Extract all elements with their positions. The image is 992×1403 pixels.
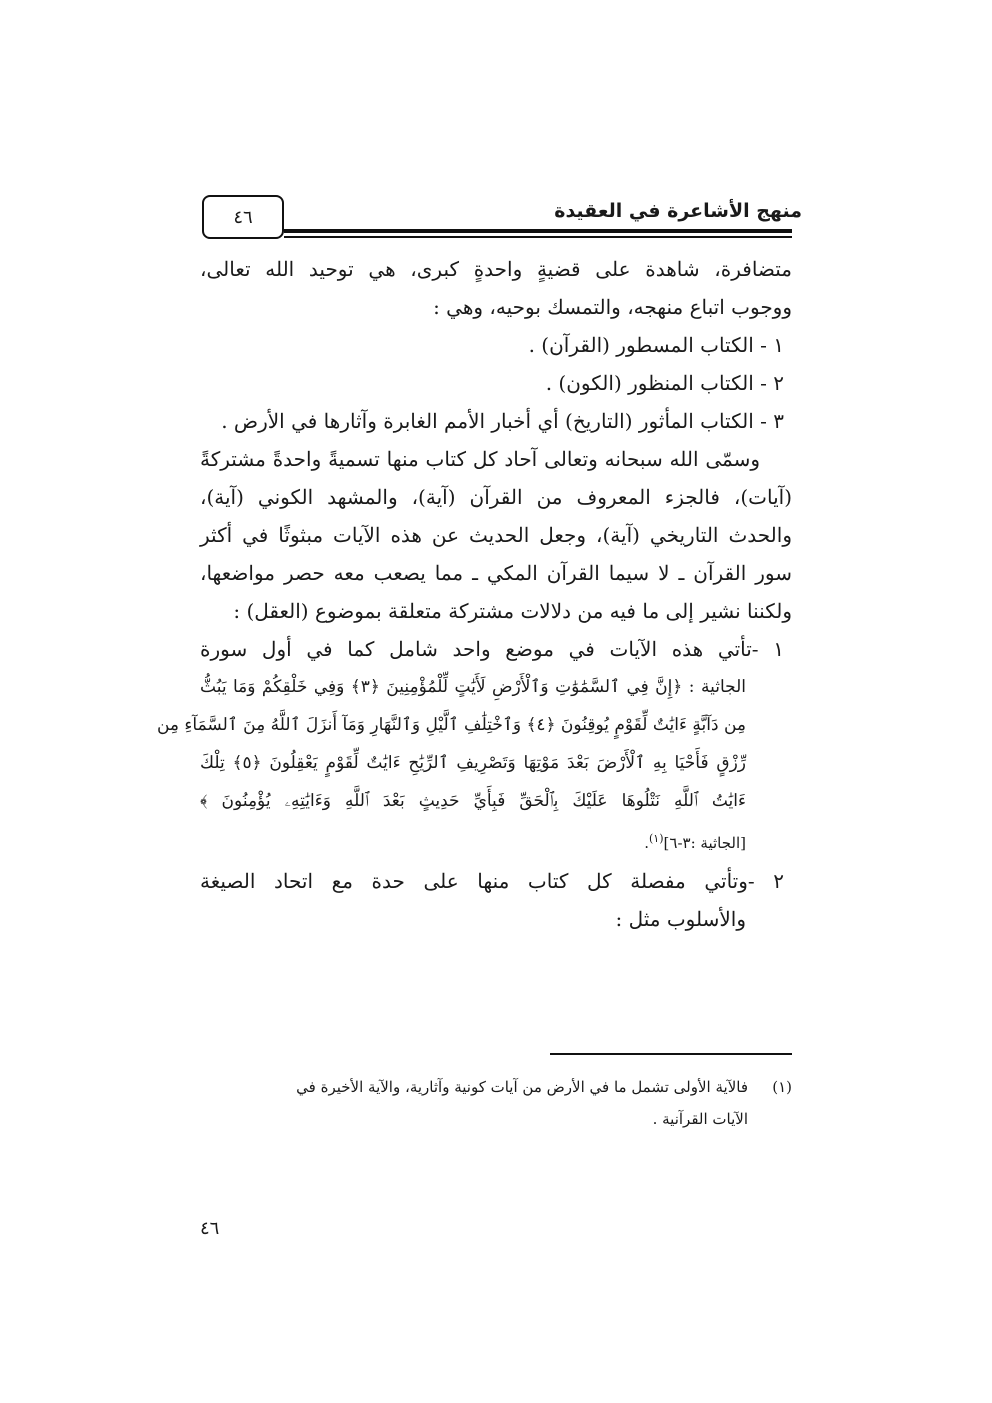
body-text xyxy=(156,250,792,938)
footnote-text-continued: الآيات القرآنية . xyxy=(652,1110,748,1128)
paragraph-line: ولكننا نشير إلى ما فيه من دلالات مشتركة متعلقة بموضوع (العقل) : xyxy=(233,599,792,623)
paragraph-line: ووجوب اتباع منهجه، والتمسك بوحيه، وهي : xyxy=(433,295,792,319)
list-item: ٢ -وتأتي مفصلة كل كتاب منها على حدة مع اتحاد الصيغة xyxy=(200,869,784,893)
header-rule-thin xyxy=(284,236,792,238)
quran-verse-line: ءَايَٰتُ ٱللَّهِ نَتْلُوهَا عَلَيْكَ بِٱلْحَقِّ فَبِأَيِّ حَدِيثٍ بَعْدَ ٱللَّهِ وَءَايَٰتِهِۦ يُؤْمِنُونَ ﴾ xyxy=(200,791,746,811)
paragraph-line: متضافرة، شاهدة على قضيةٍ واحدةٍ كبرى، هي توحيد الله تعالى، xyxy=(200,257,792,281)
paragraph-line: وسمّى الله سبحانه وتعالى آحاد كل كتاب منها تسميةً واحدةً مشتركةً xyxy=(200,447,760,471)
running-title: منهج الأشاعرة في العقيدة xyxy=(554,200,802,222)
citation-line xyxy=(200,820,792,862)
paragraph-line: والحدث التاريخي (آية)، وجعل الحديث عن هذه الآيات مبثوثًا في أكثر xyxy=(200,523,792,547)
list-item: ١ -تأتي هذه الآيات في موضع واحد شامل كما في أول سورة xyxy=(200,637,784,661)
quran-verse-line: مِن دَآبَّةٍ ءَايَٰتٌ لِّقَوْمٍ يُوقِنُونَ ﴿٤﴾ وَٱخْتِلَٰفِ ٱلَّيْلِ وَٱلنَّهَارِ وَمَآ أَنزَلَ ٱللَّهُ مِنَ ٱلسَّمَآءِ مِن xyxy=(156,715,746,735)
list-item: ١ - الكتاب المسطور (القرآن) . xyxy=(528,333,784,357)
footnote-number: (١) xyxy=(772,1078,792,1096)
page-number: ٤٦ xyxy=(233,206,253,228)
list-item: ٣ - الكتاب المأثور (التاريخ) أي أخبار الأمم الغابرة وآثارها في الأرض . xyxy=(221,409,784,433)
footer-page-number: ٤٦ xyxy=(200,1218,220,1239)
footnote-text: فالآية الأولى تشمل ما في الأرض من آيات كونية وآثارية، والآية الأخيرة في xyxy=(296,1078,748,1096)
citation: [الجاثية :٣-٦] xyxy=(663,834,746,852)
header-rule-thick xyxy=(284,229,792,233)
list-item: ٢ - الكتاب المنظور (الكون) . xyxy=(545,371,784,395)
quran-verse-line: رِّزْقٍ فَأَحْيَا بِهِ ٱلْأَرْضَ بَعْدَ مَوْتِهَا وَتَصْرِيفِ ٱلرِّيَٰحِ ءَايَٰتٌ لِّقَوْمٍ يَعْقِلُونَ ﴿٥﴾ تِلْكَ xyxy=(200,753,746,773)
paragraph-line: (آيات)، فالجزء المعروف من القرآن (آية)، والمشهد الكوني (آية)، xyxy=(200,485,792,509)
quran-verse-line: الجاثية : ﴿إِنَّ فِي ٱلسَّمَٰوَٰتِ وَٱلْأَرْضِ لَأَيَٰتٍ لِّلْمُؤْمِنِينَ ﴿٣﴾ وَفِي خَلْقِكُمْ وَمَا يَبُثُّ xyxy=(200,677,746,697)
footnote-marker: (١) xyxy=(649,832,664,845)
citation-end: . xyxy=(644,834,649,852)
footnote xyxy=(200,1071,792,1135)
paragraph-line: سور القرآن ـ لا سيما القرآن المكي ـ مما يصعب معه حصر مواضعها، xyxy=(200,561,792,585)
page-number-box xyxy=(202,195,284,239)
paragraph-line: والأسلوب مثل : xyxy=(615,907,746,931)
footnote-separator xyxy=(550,1053,792,1055)
